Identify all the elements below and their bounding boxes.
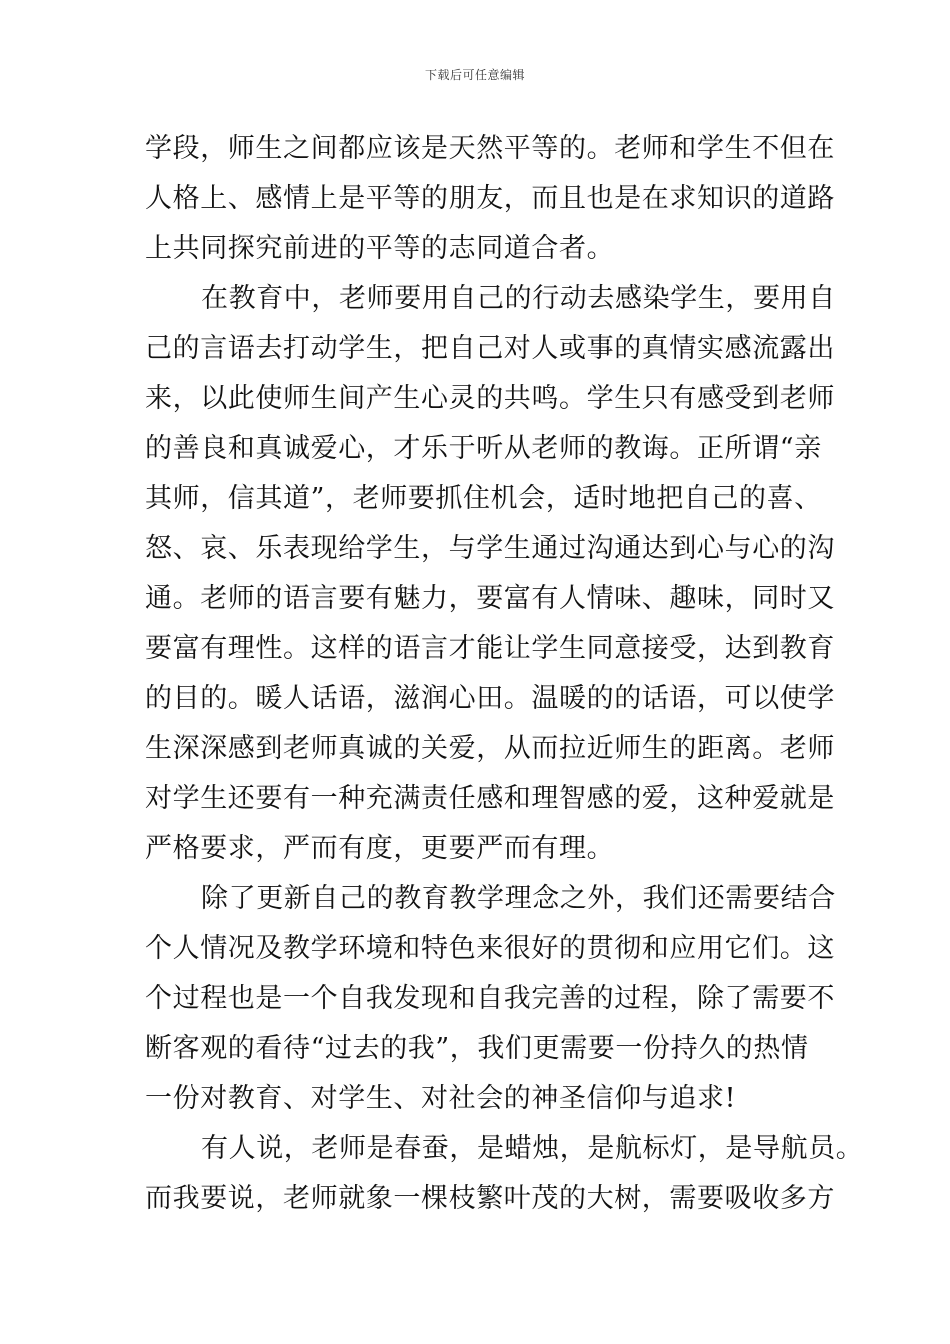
paragraph-first-line: 除了更新自己的教育教学理念之外，我们还需要结合 xyxy=(201,883,836,914)
paragraph-line: 的目的。暖人话语，滋润心田。温暖的的话语，可以使学 xyxy=(145,683,835,714)
paragraph-line: 通。老师的语言要有魅力，要富有人情味、趣味，同时又 xyxy=(145,583,835,614)
page-header: 下载后可任意编辑 xyxy=(424,68,525,82)
paragraph-line: 来，以此使师生间产生心灵的共鸣。学生只有感受到老师 xyxy=(145,383,835,414)
paragraph-first-line: 在教育中，老师要用自己的行动去感染学生，要用自 xyxy=(201,283,836,314)
paragraph-line: 人格上、感情上是平等的朋友，而且也是在求知识的道路 xyxy=(145,183,835,214)
paragraph-line: 对学生还要有一种充满责任感和理智感的爱，这种爱就是 xyxy=(145,783,835,814)
paragraph-line: 要富有理性。这样的语言才能让学生同意接受，达到教育 xyxy=(145,633,835,664)
paragraph-line: 严格要求，严而有度，更要严而有理。 xyxy=(145,833,615,864)
paragraph-line: 断客观的看待“过去的我”，我们更需要一份持久的热情 xyxy=(145,1033,809,1064)
paragraph-line: 上共同探究前进的平等的志同道合者。 xyxy=(145,233,615,264)
paragraph-line: 一份对教育、对学生、对社会的神圣信仰与追求! xyxy=(145,1083,737,1114)
paragraph-line: 己的言语去打动学生，把自己对人或事的真情实感流露出 xyxy=(145,333,835,364)
paragraph-line: 其师，信其道”，老师要抓住机会，适时地把自己的喜、 xyxy=(145,483,822,514)
document-body xyxy=(145,124,864,1224)
paragraph-line: 学段，师生之间都应该是天然平等的。老师和学生不但在 xyxy=(145,133,835,164)
paragraph-first-line: 有人说，老师是春蚕，是蜡烛，是航标灯，是导航员。 xyxy=(201,1133,864,1164)
paragraph-line: 的善良和真诚爱心，才乐于听从老师的教诲。正所谓“亲 xyxy=(145,433,822,464)
paragraph-line: 生深深感到老师真诚的关爱，从而拉近师生的距离。老师 xyxy=(145,733,835,764)
paragraph-line: 个人情况及教学环境和特色来很好的贯彻和应用它们。这 xyxy=(145,933,835,964)
paragraph-line: 怒、哀、乐表现给学生，与学生通过沟通达到心与心的沟 xyxy=(145,533,835,564)
paragraph-line: 个过程也是一个自我发现和自我完善的过程，除了需要不 xyxy=(145,983,835,1014)
paragraph-line: 而我要说，老师就象一棵枝繁叶茂的大树，需要吸收多方 xyxy=(145,1183,835,1214)
